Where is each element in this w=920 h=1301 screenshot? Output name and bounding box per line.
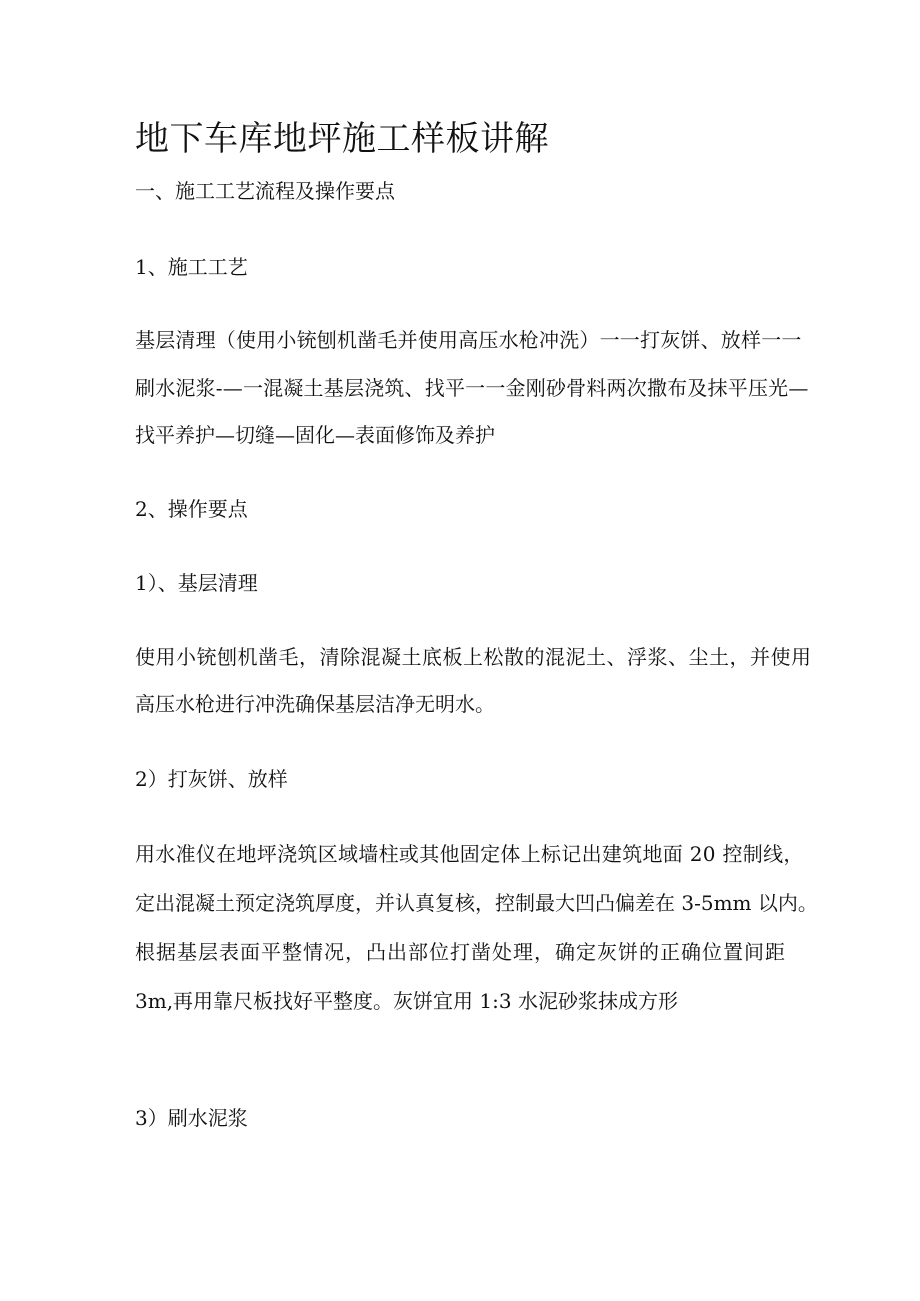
document-title: 地下车库地坪施工样板讲解 [135, 119, 549, 159]
body-paragraph-line: 根据基层表面平整情况，凸出部位打凿处理，确定灰饼的正确位置间距 [135, 940, 786, 964]
subsection-heading-key-points: 2、操作要点 [135, 497, 248, 521]
process-line: 基层清理（使用小铳刨机凿毛并使用高压水枪冲洗）一一打灰饼、放样一一 [135, 328, 802, 352]
process-line: 找平养护—切缝—固化—表面修饰及养护 [135, 423, 495, 447]
step-heading-cement-slurry: 3）刷水泥浆 [135, 1106, 248, 1130]
step-heading-base-cleaning: 1）、基层清理 [135, 571, 258, 595]
body-paragraph-line: 高压水枪进行冲洗确保基层洁净无明水。 [135, 692, 495, 716]
body-paragraph-line: 使用小铳刨机凿毛，清除混凝土底板上松散的混泥土、浮浆、尘土，并使用 [135, 645, 812, 669]
body-paragraph-line: 用水准仪在地坪浇筑区域墙柱或其他固定体上标记出建筑地面 20 控制线， [135, 842, 804, 866]
subsection-heading-process: 1、施工工艺 [135, 255, 248, 279]
process-line: 刷水泥浆-—一混凝土基层浇筑、找平一一金刚砂骨料两次撒布及抹平压光— [135, 376, 809, 400]
section-heading: 一、施工工艺流程及操作要点 [135, 179, 395, 203]
step-heading-leveling: 2）打灰饼、放样 [135, 767, 288, 791]
body-paragraph-line: 定出混凝土预定浇筑厚度，并认真复核，控制最大凹凸偏差在 3-5mm 以内。 [135, 891, 818, 915]
body-paragraph-line: 3m,再用靠尺板找好平整度。灰饼宜用 1:3 水泥砂浆抹成方形 [135, 989, 678, 1013]
